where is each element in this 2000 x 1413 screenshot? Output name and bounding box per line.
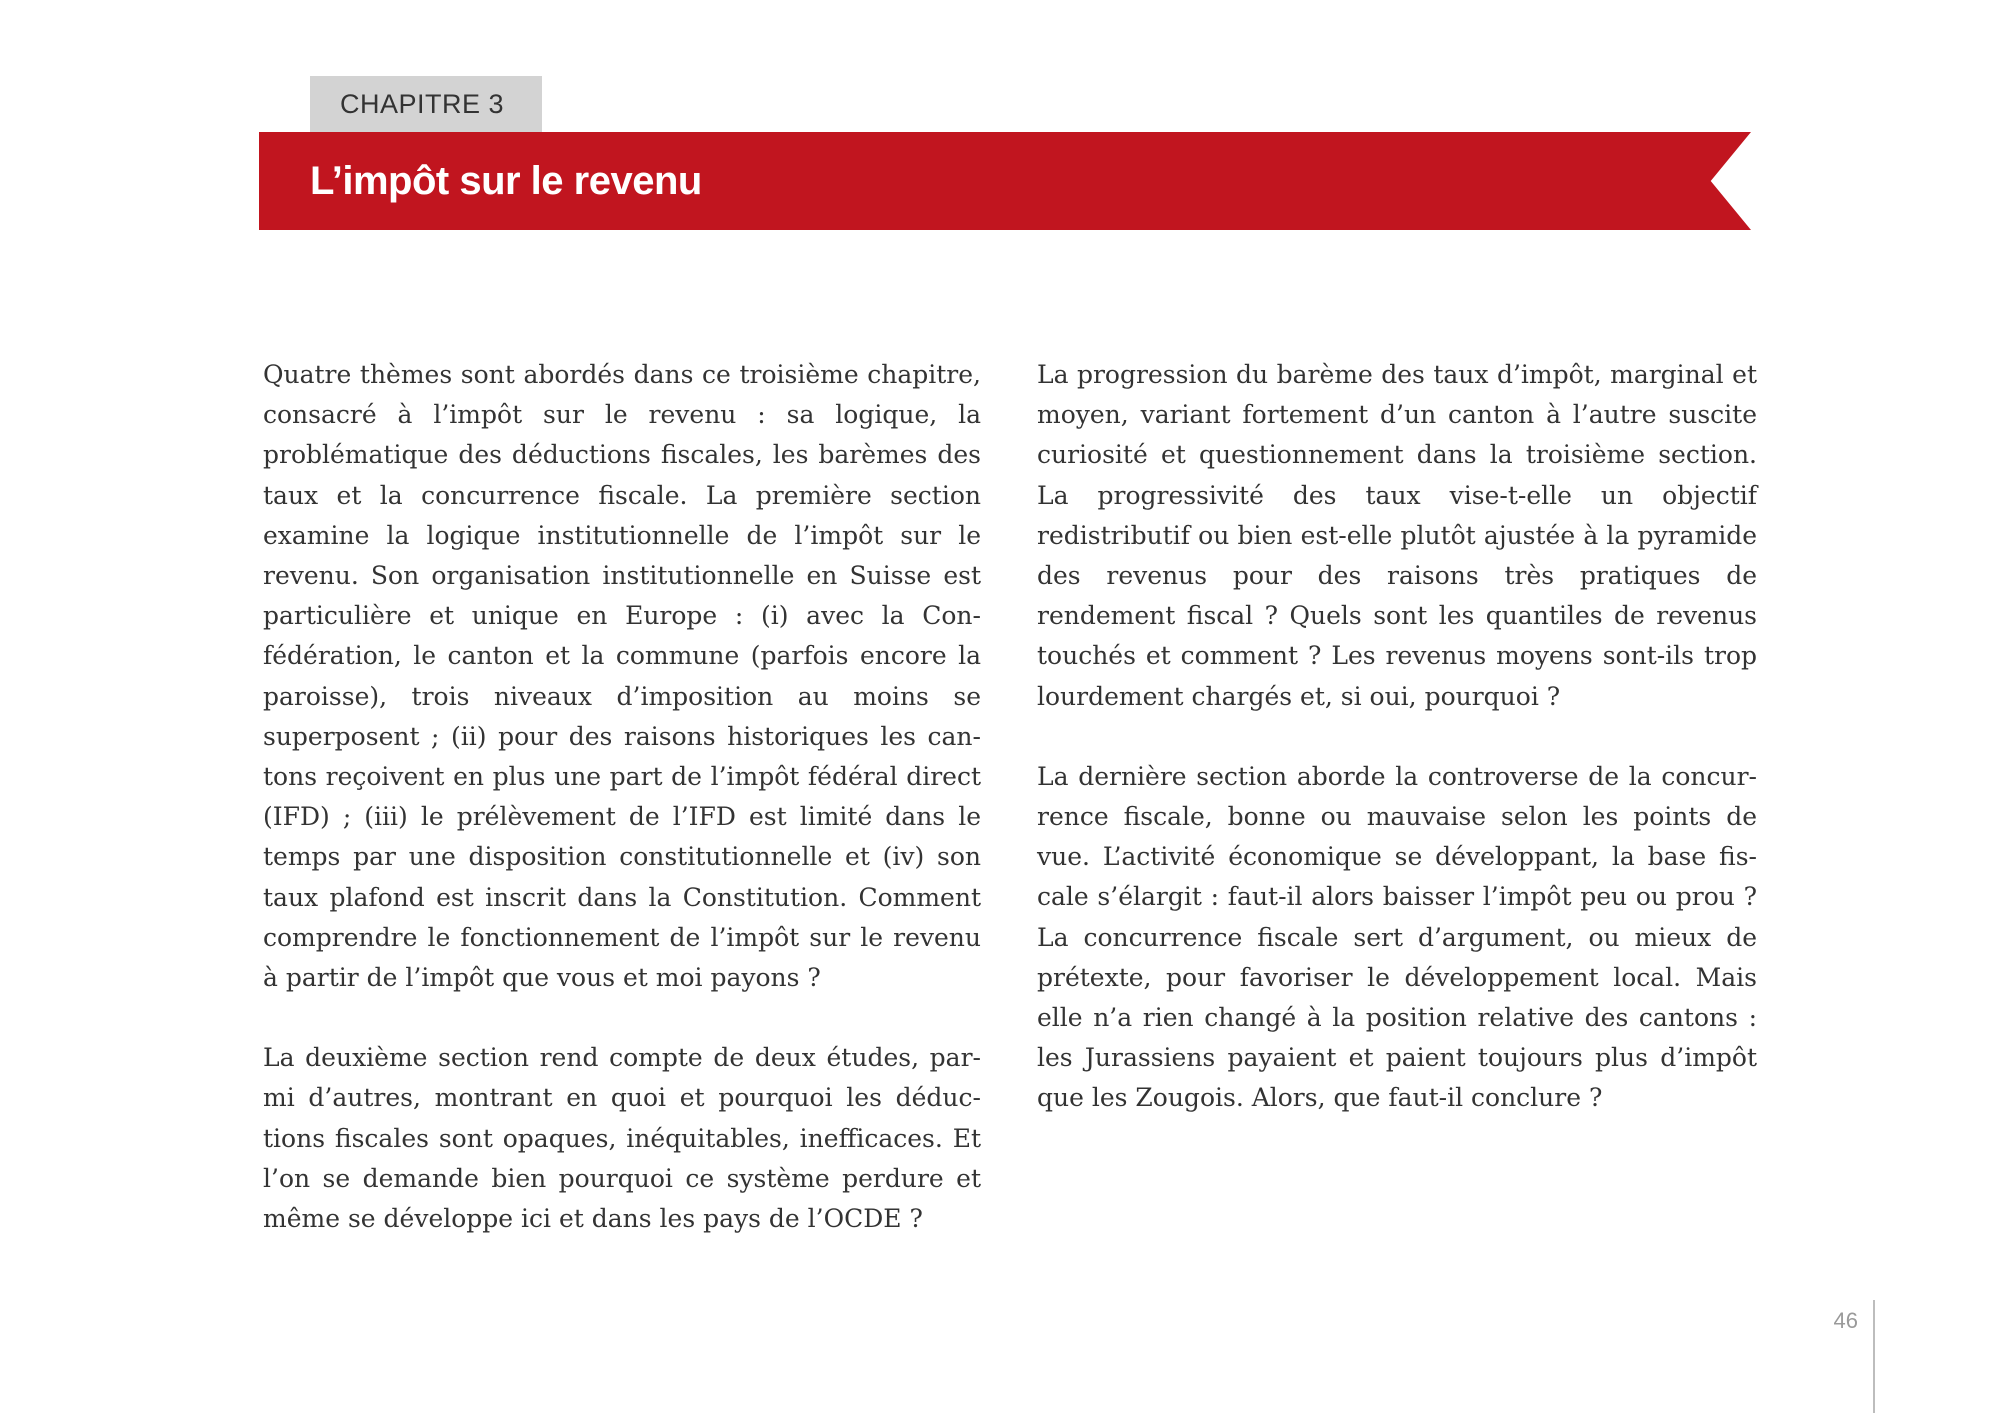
paragraph-competition: La dernière section aborde la controverse de la concurrence fiscale, bonne ou mauvaise selon les points de vue. L’activité économique se développant, la base fiscale s’élargit : faut-il alors baisser l’impôt peu ou prou ? La concurrence fiscale sert d’argument, ou mieux de prétexte, pour favoriser le développement local. Mais elle n’a rien changé à la position relative des cantons : les Jurassiens payaient et paient toujours plus d’impôt que les Zougois. Alors, que faut-il conclure ? <box>1037 761 1757 1113</box>
right-column <box>1037 355 1757 1159</box>
paragraph-deductions: La deuxième section rend compte de deux études, parmi d’autres, montrant en quoi et pourquoi les déductions fiscales sont opaques, inéquitables, inefficaces. Et l’on se demande bien pourquoi ce système perdure et même se développe ici et dans les pays de l’OCDE ? <box>263 1043 981 1234</box>
page-margin-rule <box>1873 1300 1875 1413</box>
chapter-label: CHAPITRE 3 <box>310 76 542 132</box>
page-number: 46 <box>1833 1308 1858 1333</box>
paragraph-rates: La progression du barème des taux d’impôt, marginal et moyen, variant fortement d’un canton à l’autre suscite curiosité et questionnement dans la troisième section. La progressivité des taux vise-t-elle un objectif redistributif ou bien est-elle plutôt ajustée à la pyramide des revenus pour des raisons très pratiques de rendement fiscal ? Quels sont les quantiles de revenus touchés et comment ? Les revenus moyens sont-ils trop lourdement chargés et, si oui, pourquoi ? <box>1037 360 1757 711</box>
left-column <box>263 355 981 1279</box>
paragraph-intro: Quatre thèmes sont abordés dans ce troisième chapitre, consacré à l’impôt sur le revenu : sa logique, la problématique des déductions fiscales, les barèmes des taux et la concurrence fiscale. La première section examine la logique institutionnelle de l’impôt sur le revenu. Son organisation institutionnelle en Suisse est particulière et unique en Europe : (i) avec la Confédération, le canton et la commune (parfois encore la paroisse), trois niveaux d’imposition au moins se superposent ; (ii) pour des raisons historiques les cantons reçoivent en plus une part de l’impôt fédéral direct (IFD) ; (iii) le prélèvement de l’IFD est limité dans le temps par une disposition constitutionnelle et (iv) son taux plafond est inscrit dans la Constitution. Comment comprendre le fonctionnement de l’impôt sur le revenu à partir de l’impôt que vous et moi payons ? <box>263 360 981 993</box>
chapter-title: L’impôt sur le revenu <box>310 159 702 203</box>
